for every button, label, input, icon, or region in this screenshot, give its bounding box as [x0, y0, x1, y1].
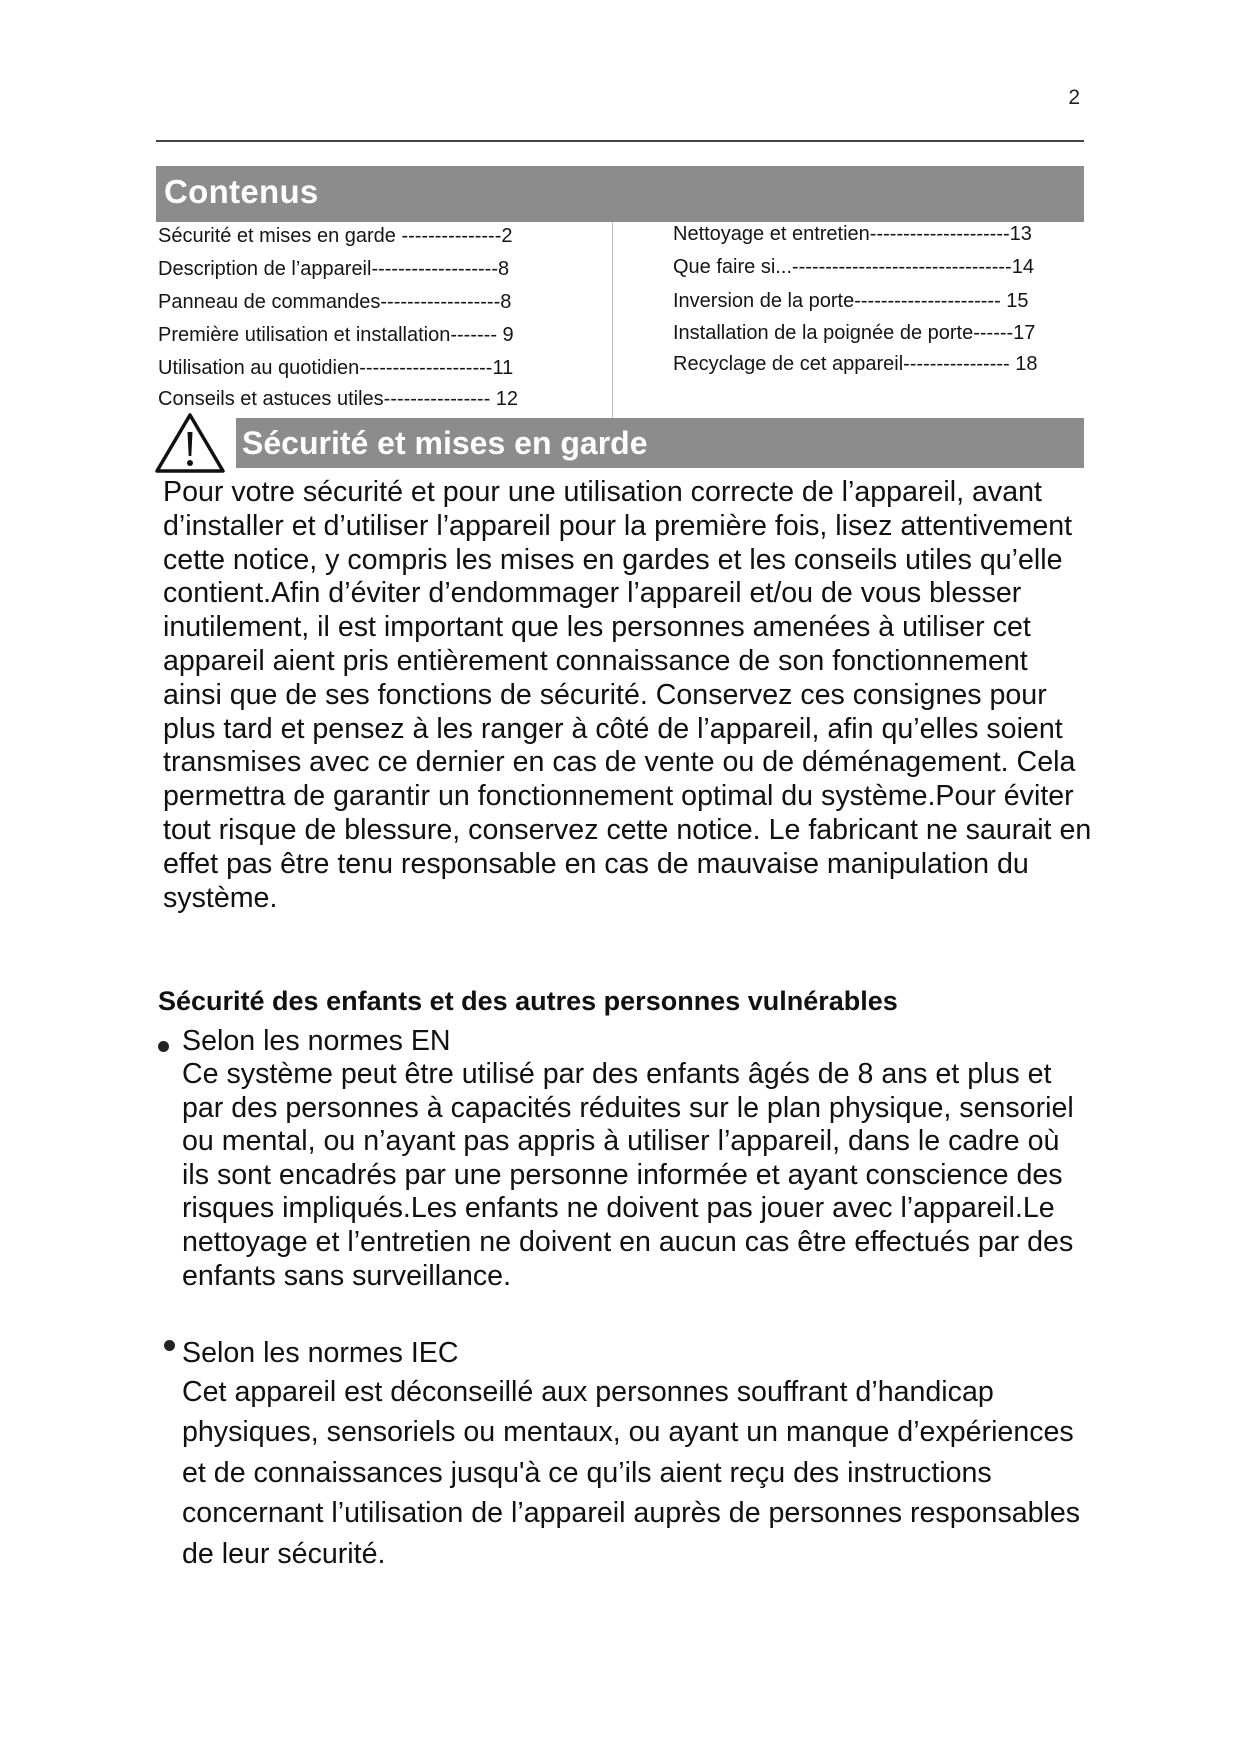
- toc-entry[interactable]: Description de l’appareil-------------------8: [158, 258, 510, 280]
- children-safety-heading: Sécurité des enfants et des autres personnes vulnérables: [158, 986, 898, 1016]
- toc-entry[interactable]: Que faire si...---------------------------------14: [673, 256, 1034, 278]
- toc-entry[interactable]: Panneau de commandes------------------8: [158, 291, 512, 313]
- safety-section-header: [236, 418, 1084, 468]
- toc-entry[interactable]: Sécurité et mises en garde ---------------2: [158, 225, 513, 247]
- safety-title: Sécurité et mises en garde: [242, 425, 648, 461]
- toc-header: [156, 166, 1084, 222]
- bullet-text-en: Ce système peut être utilisé par des enfants âgés de 8 ans et plus et par des personnes à capacités réduites sur le plan physique, sensoriel ou mental, ou n’ayant pas appris à utiliser l’appareil, dans le cadre où ils sont encadrés par une personne informée et ayant conscience des risques impliqués.Les enfants ne doivent pas jouer avec l’appareil.Le nettoyage et l’entretien ne doivent en aucun cas être effectués par des enfants sans surveillance.: [182, 1058, 1074, 1292]
- toc-entry[interactable]: Conseils et astuces utiles---------------- 12: [158, 388, 519, 410]
- toc-divider: [612, 222, 613, 420]
- toc-entry[interactable]: Nettoyage et entretien---------------------13: [673, 223, 1032, 245]
- bullet-icon: [158, 1041, 169, 1052]
- toc-entry[interactable]: Première utilisation et installation------- 9: [158, 324, 514, 346]
- toc-entry[interactable]: Inversion de la porte---------------------- 15: [673, 290, 1029, 312]
- bullet-title-iec: Selon les normes IEC: [182, 1337, 459, 1369]
- safety-intro-paragraph: Pour votre sécurité et pour une utilisation correcte de l’appareil, avant d’installer et d’utiliser l’appareil pour la première fois, lisez attentivement cette notice, y compris les mises en gardes et les conseils utiles qu’elle contient.Afin d’éviter d’endommager l’appareil et/ou de vous blesser inutilement, il est important que les personnes amenées à utiliser cet appareil aient pris entièrement connaissance de son fonctionnement ainsi que de ses fonctions de sécurité. Conservez ces consignes pour plus tard et pensez à les ranger à côté de l’appareil, afin qu’elles soient transmises avec ce dernier en cas de vente ou de déménagement. Cela permettra de garantir un fonctionnement optimal du système.Pour éviter tout risque de blessure, conservez cette notice. Le fabricant ne saurait en effet pas être tenu responsable en cas de mauvaise manipulation du système.: [163, 476, 1092, 914]
- toc-entry[interactable]: Recyclage de cet appareil---------------- 18: [673, 353, 1038, 375]
- warning-icon: [154, 412, 226, 474]
- bullet-icon: [164, 1340, 175, 1351]
- bullet-text-iec: Cet appareil est déconseillé aux personnes souffrant d’handicap physiques, sensoriels ou mentaux, ou ayant un manque d’expériences et de connaissances jusqu'à ce qu’ils aient reçu des instructions concernant l’utilisation de l’appareil auprès de personnes responsables de leur sécurité.: [182, 1376, 1081, 1570]
- page-number: 2: [1068, 86, 1080, 109]
- toc-title: Contenus: [164, 173, 319, 210]
- bullet-title-en: Selon les normes EN: [182, 1025, 451, 1057]
- toc-entry[interactable]: Utilisation au quotidien--------------------11: [158, 357, 514, 379]
- header-rule: [156, 140, 1084, 142]
- toc-entry[interactable]: Installation de la poignée de porte------17: [673, 322, 1036, 344]
